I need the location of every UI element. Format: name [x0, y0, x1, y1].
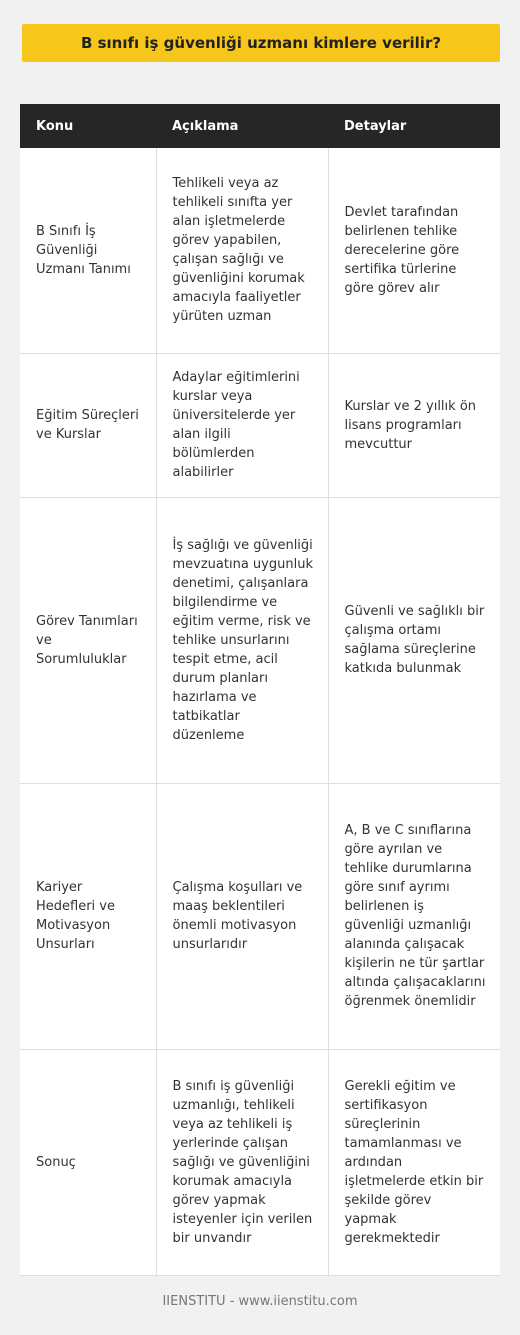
cell-detaylar: Kurslar ve 2 yıllık ön lisans programları mevcuttur: [328, 353, 500, 497]
cell-aciklama: Tehlikeli veya az tehlikeli sınıfta yer alan işletmelerde görev yapabilen, çalışan sağlığı ve güvenliğini korumak amacıyla faaliyetler yürüten uzman: [156, 148, 328, 353]
cell-detaylar: Güvenli ve sağlıklı bir çalışma ortamı sağlama süreçlerine katkıda bulunmak: [328, 497, 500, 783]
header-detaylar: Detaylar: [328, 104, 500, 148]
table-row: [20, 1049, 500, 1275]
cell-konu: Sonuç: [20, 1049, 156, 1275]
header-aciklama: Açıklama: [156, 104, 328, 148]
table-row: [20, 783, 500, 1049]
cell-aciklama: İş sağlığı ve güvenliği mevzuatına uygunluk denetimi, çalışanlara bilgilendirme ve eğitim verme, risk ve tehlike unsurlarını tespit etme, acil durum planları hazırlama ve tatbikatlar düzenleme: [156, 497, 328, 783]
table-header-row: [20, 104, 500, 148]
cell-aciklama: B sınıfı iş güvenliği uzmanlığı, tehlikeli veya az tehlikeli iş yerlerinde çalışan sağlığı ve güvenliğini korumak amacıyla görev yapmak isteyenler için verilen bir unvandır: [156, 1049, 328, 1275]
footer-credit: IIENSTITU - www.iienstitu.com: [162, 1294, 358, 1309]
header-konu: Konu: [20, 104, 156, 148]
info-table: [20, 104, 500, 1276]
title-banner: [22, 24, 500, 62]
cell-detaylar: Devlet tarafından belirlenen tehlike derecelerine göre sertifika türlerine göre görev alır: [328, 148, 500, 353]
cell-konu: B Sınıfı İş Güvenliği Uzmanı Tanımı: [20, 148, 156, 353]
cell-detaylar: A, B ve C sınıflarına göre ayrılan ve tehlike durumlarına göre sınıf ayrımı belirlenen iş güvenliği uzmanlığı alanında çalışacak kişilerin ne tür şartlar altında çalışacaklarını öğrenmek önemlidir: [328, 783, 500, 1049]
cell-konu: Görev Tanımları ve Sorumluluklar: [20, 497, 156, 783]
cell-aciklama: Çalışma koşulları ve maaş beklentileri önemli motivasyon unsurlarıdır: [156, 783, 328, 1049]
page-title: B sınıfı iş güvenliği uzmanı kimlere verilir?: [80, 34, 442, 52]
cell-konu: Kariyer Hedefleri ve Motivasyon Unsurları: [20, 783, 156, 1049]
table-row: [20, 148, 500, 353]
table-row: [20, 353, 500, 497]
cell-konu: Eğitim Süreçleri ve Kurslar: [20, 353, 156, 497]
cell-aciklama: Adaylar eğitimlerini kurslar veya üniversitelerde yer alan ilgili bölümlerden alabilirler: [156, 353, 328, 497]
cell-detaylar: Gerekli eğitim ve sertifikasyon süreçlerinin tamamlanması ve ardından işletmelerde etkin bir şekilde görev yapmak gerekmektedir: [328, 1049, 500, 1275]
table-row: [20, 497, 500, 783]
